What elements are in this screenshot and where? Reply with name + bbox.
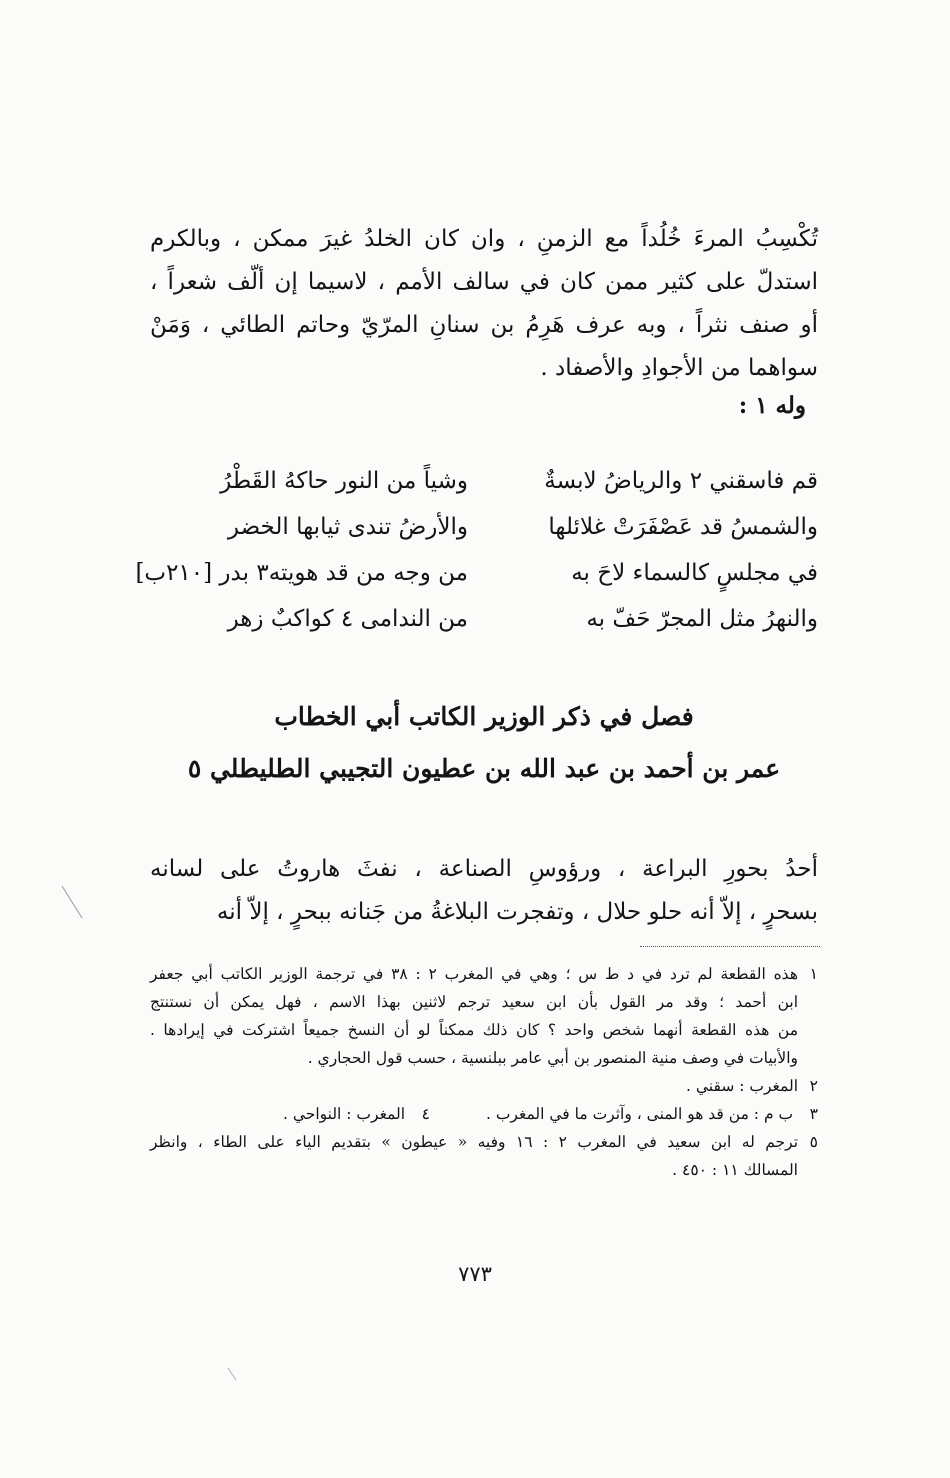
footnote-number: ٤ bbox=[421, 1105, 430, 1123]
footnotes-3-4-row bbox=[150, 1100, 818, 1128]
footnote-text: ترجم له ابن سعيد في المغرب ٢ : ١٦ وفيه « عيطون » بتقديم الياء على الطاء ، وانظر bbox=[150, 1133, 799, 1151]
page-number: ٧٧٣ bbox=[458, 1262, 492, 1286]
paragraph-line: سواهما من الأجوادِ والأصفاد . bbox=[540, 355, 818, 381]
first-hemistich: قم فاسقني ٢ والرياضُ لابسةٌ bbox=[544, 468, 818, 494]
second-hemistich: من وجه من قد هويته٣ بدر [٢١٠ب] bbox=[135, 560, 468, 586]
poem-verse bbox=[135, 550, 818, 596]
poem-verse bbox=[150, 504, 818, 550]
footnote-1-continued bbox=[150, 1016, 818, 1044]
footnote-number: ٥ bbox=[809, 1133, 818, 1151]
paragraph-line: أحدُ بحورِ البراعة ، ورؤوسِ الصناعة ، نفثَ هاروتُ على لسانه bbox=[150, 856, 818, 882]
poem-intro: وله ١ : bbox=[738, 392, 806, 419]
poem bbox=[135, 458, 818, 642]
paragraph-line: بسحرٍ ، إلاّ أنه حلو حلال ، وتفجرت البلاغةُ من جَنانه ببحرٍ ، إلاّ أنه bbox=[216, 899, 818, 925]
footnote-text: والأبيات في وصف منية المنصور بن أبي عامر ببلنسية ، حسب قول الحجاري . bbox=[307, 1049, 798, 1067]
footnote-5 bbox=[150, 1128, 818, 1156]
opening-paragraph bbox=[150, 218, 818, 390]
footnote-text: ب م : من قد هو المنى ، وآثرت ما في المغرب . bbox=[485, 1105, 794, 1123]
footnote-1-continued bbox=[150, 1044, 818, 1072]
footnote-1 bbox=[150, 960, 818, 988]
paragraph-line: استدلّ على كثير ممن كان في سالف الأمم ، لاسيما إن ألّف شعراً ، bbox=[150, 269, 818, 295]
poem-verse bbox=[150, 596, 818, 642]
footnote-number: ١ bbox=[809, 965, 818, 983]
footnote-5-continued bbox=[150, 1156, 818, 1184]
footnote-number: ٣ bbox=[809, 1105, 818, 1123]
footnote-text: من هذه القطعة أنهما شخص واحد ؟ كان ذلك ممكناً لو أن النسخ جميعاً اشتركت في إيرادها . bbox=[150, 1021, 798, 1039]
footnote-text: ابن أحمد ؛ وقد مر القول بأن ابن سعيد ترجم لاثنين بهذا الاسم ، فهل يمكن أن نستنتج bbox=[150, 993, 798, 1011]
footnote-text: هذه القطعة لم ترد في د ط س ؛ وهي في المغرب ٢ : ٣٨ في ترجمة الوزير الكاتب أبي جعفر bbox=[150, 965, 798, 983]
footnote-2 bbox=[150, 1072, 818, 1100]
second-hemistich: وشياً من النور حاكهُ القَطْرُ bbox=[220, 468, 468, 494]
first-hemistich: في مجلسٍ كالسماء لاحَ به bbox=[571, 560, 818, 586]
first-hemistich: والشمسُ قد عَصْفَرَتْ غلائلها bbox=[548, 514, 818, 540]
section-heading-line-2: عمر بن أحمد بن عبد الله بن عطيون التجيبي الطليطلي ٥ bbox=[187, 754, 781, 783]
footnote-text: المغرب : سقني . bbox=[686, 1077, 798, 1095]
footnote-4 bbox=[283, 1100, 430, 1128]
footnote-1-continued bbox=[150, 988, 818, 1016]
poem-verse bbox=[150, 458, 818, 504]
footnote-text: المسالك ١١ : ٤٥٠ . bbox=[672, 1161, 798, 1179]
footnotes bbox=[150, 960, 818, 1184]
footnote-text: المغرب : النواحي . bbox=[282, 1105, 406, 1123]
second-hemistich: والأرضُ تندى ثيابها الخضر bbox=[227, 514, 468, 540]
paragraph-line: أو صنف نثراً ، وبه عرف هَرِمُ بن سنانِ المرّيّ وحاتم الطائي ، وَمَنْ bbox=[150, 312, 818, 338]
footnote-3 bbox=[486, 1100, 818, 1128]
footnote-number: ٢ bbox=[809, 1077, 818, 1095]
footnote-divider bbox=[640, 946, 820, 947]
paragraph-line: تُكْسِبُ المرءَ خُلُداً مع الزمنِ ، وان كان الخلدُ غيرَ ممكن ، وبالكرم bbox=[150, 226, 818, 252]
section-paragraph bbox=[150, 848, 818, 934]
first-hemistich: والنهرُ مثل المجرّ حَفّ به bbox=[586, 606, 818, 632]
section-heading-line-1: فصل في ذكر الوزير الكاتب أبي الخطاب bbox=[274, 702, 694, 731]
second-hemistich: من الندامى ٤ كواكبٌ زهر bbox=[227, 606, 468, 632]
